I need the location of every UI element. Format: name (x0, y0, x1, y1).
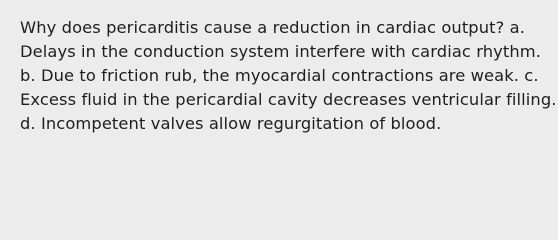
question-line-4: Excess fluid in the pericardial cavity decreases ventricular filling. (20, 90, 557, 109)
question-line-2: Delays in the conduction system interfere with cardiac rhythm. (20, 42, 542, 61)
question-line-5: d. Incompetent valves allow regurgitation of blood. (20, 114, 442, 133)
question-line-3: b. Due to friction rub, the myocardial contractions are weak. c. (20, 66, 539, 85)
question-text (20, 16, 557, 136)
question-line-1: Why does pericarditis cause a reduction in cardiac output? a. (20, 18, 526, 37)
